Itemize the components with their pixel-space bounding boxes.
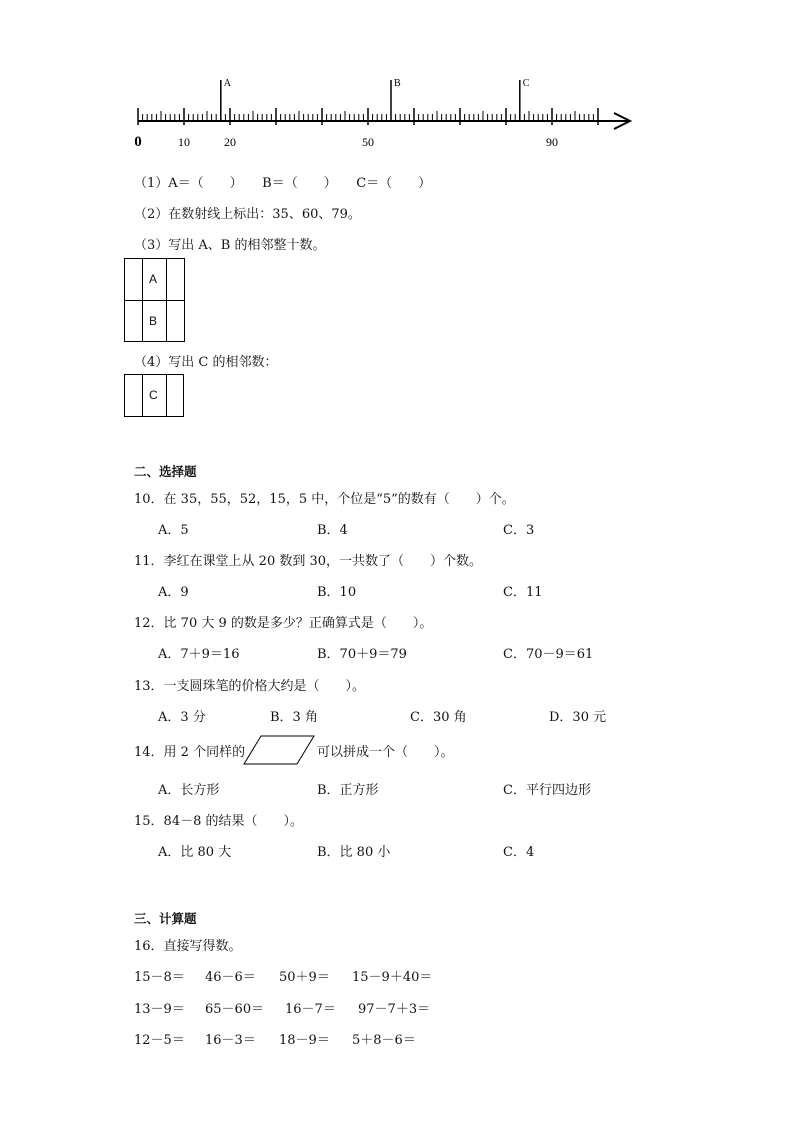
calc-item: 18－9＝ xyxy=(279,1033,330,1048)
q11-option-a[interactable]: A．9 xyxy=(158,585,189,600)
box-c-label: C xyxy=(149,388,158,402)
q12-option-a[interactable]: A．7＋9＝16 xyxy=(158,647,240,662)
axis-label: 50 xyxy=(362,135,374,149)
number-line-labels xyxy=(134,134,558,150)
section2-title: 二、选择题 xyxy=(134,464,197,479)
axis-label: 20 xyxy=(224,135,236,149)
table-divider xyxy=(142,374,143,417)
calc-item: 16－3＝ xyxy=(205,1033,256,1048)
q11-option-c[interactable]: C．11 xyxy=(503,585,543,600)
q15-option-a[interactable]: A．比 80 大 xyxy=(158,845,232,860)
box-a-label: A xyxy=(149,272,158,286)
number-line xyxy=(0,0,794,160)
calc-item: 50＋9＝ xyxy=(279,970,330,985)
marker-b-label: B xyxy=(394,78,401,89)
q12-stem: 12．比 70 大 9 的数是多少？正确算式是（ ）。 xyxy=(134,616,433,631)
q10-option-a[interactable]: A．5 xyxy=(158,523,189,538)
q12-option-c[interactable]: C．70－9＝61 xyxy=(503,647,594,662)
calc-item: 15－8＝ xyxy=(134,970,185,985)
q9-part1: （1）A＝（ ） B＝（ ） C＝（ ） xyxy=(134,176,432,191)
q15-option-b[interactable]: B．比 80 小 xyxy=(317,845,391,860)
q11-stem: 11．李红在课堂上从 20 数到 30，一共数了（ ）个数。 xyxy=(134,554,483,569)
q14-stem-after: 可以拼成一个（ ）。 xyxy=(317,745,454,760)
q9-part4: （4）写出 C 的相邻数： xyxy=(134,355,278,370)
q9-part2: （2）在数射线上标出：35、60、79。 xyxy=(134,207,361,222)
marker-a-label: A xyxy=(223,78,232,89)
marker-c-label: C xyxy=(522,78,530,89)
q15-stem: 15．84－8 的结果（ ）。 xyxy=(134,814,303,829)
q10-option-c[interactable]: C．3 xyxy=(503,523,535,538)
table-divider xyxy=(124,300,185,301)
q14-option-a[interactable]: A．长方形 xyxy=(158,783,220,798)
axis-label: 10 xyxy=(178,135,190,149)
q12-option-b[interactable]: B．70＋9＝79 xyxy=(317,647,407,662)
q13-option-b[interactable]: B．3 角 xyxy=(270,710,318,725)
calc-item: 15－9＋40＝ xyxy=(352,970,433,985)
calc-item: 97－7＋3＝ xyxy=(358,1002,431,1017)
q13-option-c[interactable]: C．30 角 xyxy=(410,710,467,725)
q11-option-b[interactable]: B．10 xyxy=(317,585,357,600)
calc-item: 46－6＝ xyxy=(205,970,256,985)
q14-option-b[interactable]: B．正方形 xyxy=(317,783,379,798)
q13-stem: 13．一支圆珠笔的价格大约是（ ）。 xyxy=(134,679,366,694)
parallelogram-icon xyxy=(243,735,315,765)
q9-part3: （3）写出 A、B 的相邻整十数。 xyxy=(134,238,326,253)
box-b-label: B xyxy=(149,314,158,328)
table-divider xyxy=(166,374,167,417)
q14-option-c[interactable]: C．平行四边形 xyxy=(503,783,591,798)
calc-item: 16－7＝ xyxy=(285,1002,336,1017)
axis-label: 0 xyxy=(134,134,142,150)
calc-item: 5＋8－6＝ xyxy=(352,1033,416,1048)
calc-item: 13－9＝ xyxy=(134,1002,185,1017)
axis-label: 90 xyxy=(546,135,558,149)
q16-stem: 16．直接写得数。 xyxy=(134,939,242,954)
calc-item: 12－5＝ xyxy=(134,1033,185,1048)
calc-item: 65－60＝ xyxy=(205,1002,265,1017)
q10-stem: 10．在 35，55，52，15，5 中，个位是“5”的数有（ ）个。 xyxy=(134,492,515,507)
q15-option-c[interactable]: C．4 xyxy=(503,845,535,860)
q10-option-b[interactable]: B．4 xyxy=(317,523,348,538)
q14-stem-before: 14．用 2 个同样的 xyxy=(134,745,246,760)
section3-title: 三、计算题 xyxy=(134,911,197,926)
number-line-ticks xyxy=(138,108,598,125)
q13-option-a[interactable]: A．3 分 xyxy=(158,710,206,725)
q13-option-d[interactable]: D．30 元 xyxy=(549,710,607,725)
